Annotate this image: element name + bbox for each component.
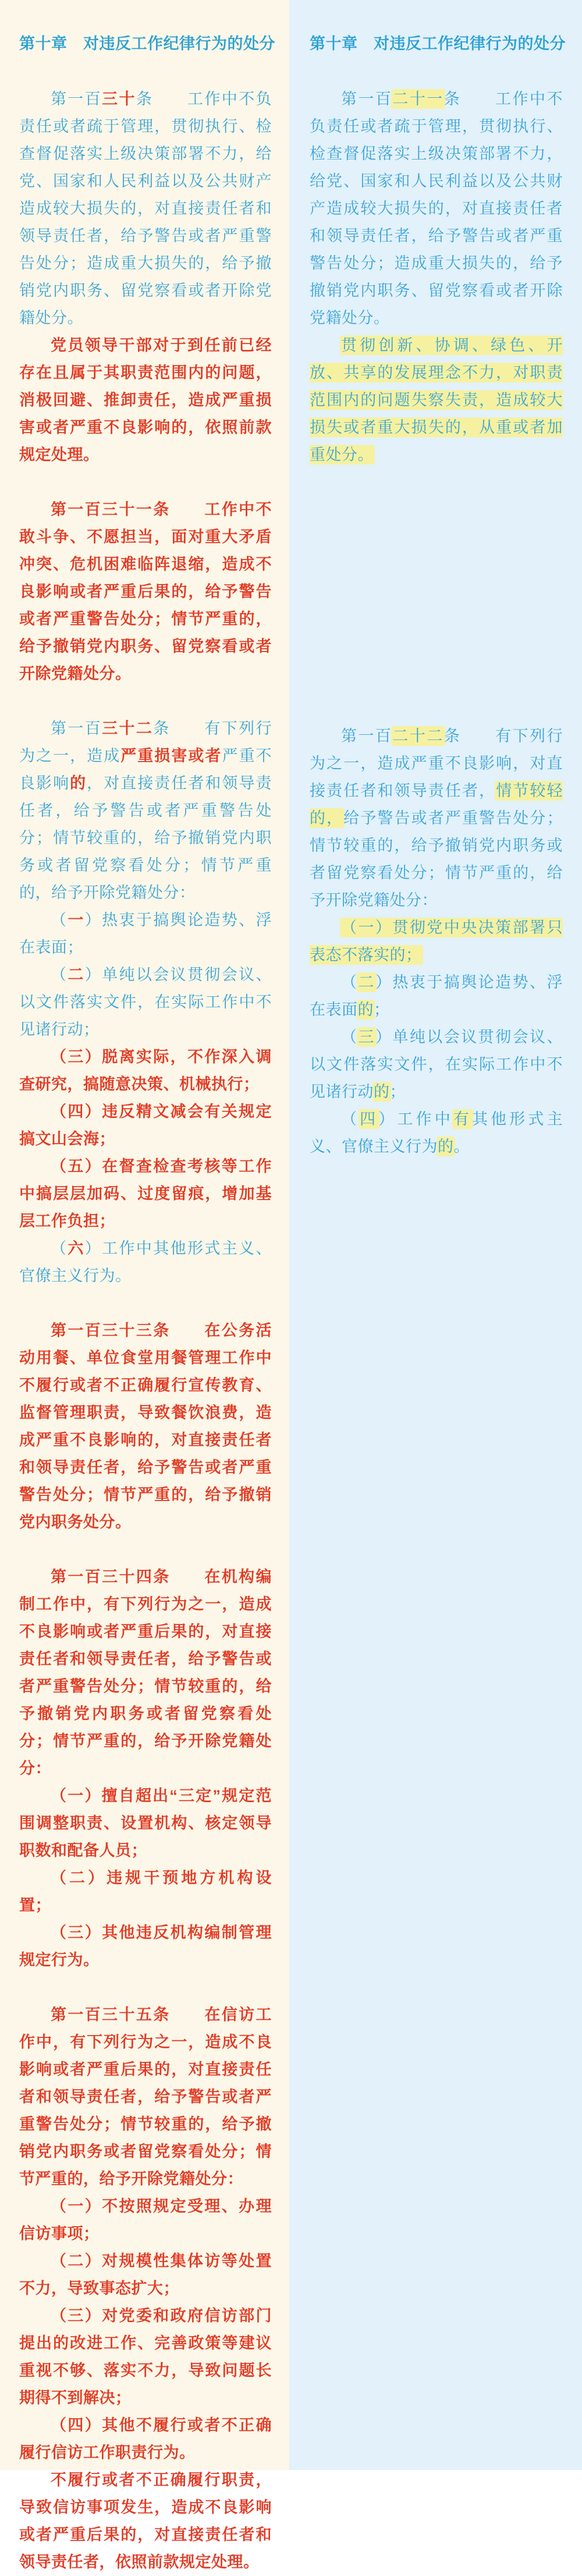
text-segment: （四）其他不履行或者不正确履行信访工作职责行为。 — [19, 2416, 272, 2461]
text-segment: ； — [374, 1001, 390, 1018]
paragraph — [19, 715, 272, 907]
paragraph — [310, 86, 563, 332]
text-segment: 情节较轻的， — [310, 782, 563, 827]
paragraph — [19, 1235, 272, 1290]
chapter-heading-right: 第十章 对违反工作纪律行为的处分 — [310, 35, 566, 52]
paragraph — [310, 332, 563, 469]
revised-text-body — [19, 86, 272, 2576]
text-segment: 二十一 — [392, 90, 444, 108]
text-segment: 严重损害或者 — [120, 747, 222, 765]
paragraph — [19, 2193, 272, 2248]
paragraph — [19, 496, 272, 688]
paragraph — [19, 907, 272, 961]
text-segment: 第一百 — [51, 90, 102, 108]
chapter-heading-left: 第十章 对违反工作纪律行为的处分 — [19, 35, 275, 52]
text-segment: 第一百 — [51, 720, 102, 737]
text-segment: 条 — [136, 90, 187, 108]
text-segment: （ — [51, 911, 68, 929]
paragraph — [19, 2302, 272, 2412]
text-segment: （ — [51, 966, 68, 983]
text-segment: ； — [389, 1083, 406, 1101]
paragraph — [19, 1043, 272, 1098]
text-segment: （二）违规干预地方机构设置； — [19, 1869, 272, 1914]
text-segment: 第一百 — [341, 727, 393, 745]
paragraph — [310, 723, 563, 914]
text-segment: （二）对规模性集体访等处置不力，导致事态扩大； — [19, 2252, 272, 2297]
text-segment: ）热衷于搞舆论造势、浮在表面； — [19, 911, 272, 956]
paragraph — [19, 2412, 272, 2467]
text-segment: 三 — [358, 1028, 375, 1046]
panel-revised-text — [0, 0, 289, 2571]
text-segment: 的 — [374, 1083, 390, 1101]
previous-text-body — [310, 86, 563, 1160]
text-segment: 的 — [357, 1001, 374, 1018]
text-segment: 二 — [358, 974, 375, 991]
paragraph — [19, 961, 272, 1043]
text-segment: （四）违反精文减会有关规定搞文山会海； — [19, 1103, 272, 1148]
text-segment: 的 — [70, 774, 87, 792]
text-segment: 四 — [360, 1110, 379, 1128]
text-segment: 贯彻创新、协调、绿色、开放、共享的发展理念不力，对职责范围内的问题失察失责，造成较大损失或者重大损失的，从重或者加重处分。 — [310, 337, 563, 463]
paragraph — [310, 969, 563, 1024]
text-segment: 的 — [438, 1138, 454, 1155]
text-segment: （ — [341, 974, 359, 991]
text-segment: 三十二 — [102, 720, 154, 737]
text-segment: 第一百三十三条 在公务活动用餐、单位食堂用餐管理工作中不履行或者不正确履行宣传教育、监督管理职责，导致餐饮浪费，造成严重不良影响的，对直接责任者和领导责任者，给予警告或者严重警告处分；情节严重的，给予撤销党内职务处分。 — [19, 1322, 272, 1531]
text-segment: （三）其他违反机构编制管理规定行为。 — [19, 1924, 272, 1969]
text-segment: 有 — [453, 1110, 472, 1128]
paragraph — [19, 1782, 272, 1864]
text-segment: 工作中不负责任或者疏于管理，贯彻执行、检查督促落实上级决策部署不力，给党、国家和人民利益以及公共财产造成较大损失的，对直接责任者和领导责任者，给予警告或者严重警告处分；造成重大损失的，给予撤销党内职务、留党察看或者开除党籍处分。 — [19, 90, 272, 327]
text-segment: 。 — [453, 1138, 470, 1155]
paragraph — [310, 914, 563, 969]
text-segment: 第一百三十一条 工作中不敢斗争、不愿担当，面对重大矛盾冲突、危机困难临阵退缩，造成不良影响或者严重后果的，给予警告或者严重警告处分；情节严重的，给予撤销党内职务、留党察看或者开除党籍处分。 — [19, 501, 272, 682]
text-segment: 不履行或者不正确履行职责，导致信访事项发生，造成不良影响或者严重后果的，对直接责任者和领导责任者，依照前款规定处理。 — [19, 2471, 272, 2571]
text-segment: ）单纯以会议贯彻会议、以文件落实文件，在实际工作中不见诸行动 — [310, 1028, 563, 1101]
text-segment: （一）贯彻党中央决策部署只表态不落实的； — [310, 919, 563, 964]
text-segment: ）热衷于搞舆论造势、浮在表面 — [310, 974, 563, 1018]
paragraph — [19, 2001, 272, 2193]
text-segment: ）工作中其他形式主义、官僚主义行为。 — [19, 1240, 272, 1285]
text-segment: （ — [341, 1110, 360, 1128]
text-segment: 条 有下列行为之一，造成严重不良影响，对直接责任者和领导责任者， — [310, 727, 563, 799]
text-segment: （ — [51, 1240, 68, 1257]
text-segment: 条 有下列行为之一，造成 — [19, 720, 272, 765]
paragraph — [310, 1024, 563, 1106]
text-segment: 一 — [68, 911, 85, 929]
paragraph — [19, 1563, 272, 1782]
paragraph — [19, 86, 272, 332]
text-segment: （一）不按照规定受理、办理信访事项； — [19, 2198, 272, 2242]
text-segment: 六 — [68, 1240, 85, 1257]
text-segment: 其他形式主义、官僚主义行为 — [310, 1110, 563, 1155]
text-segment: ）单纯以会议贯彻会议、以文件落实文件，在实际工作中不见诸行动； — [19, 966, 272, 1038]
text-segment: （ — [341, 1028, 359, 1046]
text-segment: 二 — [68, 966, 85, 983]
text-segment: （一）擅自超出“三定”规定范围调整职责、设置机构、核定领导职数和配备人员； — [19, 1787, 272, 1859]
paragraph — [19, 1153, 272, 1235]
text-segment: ）工作中 — [378, 1110, 453, 1128]
text-segment: （三）脱离实际，不作深入调查研究，搞随意决策、机械执行； — [19, 1048, 272, 1093]
paragraph — [19, 1919, 272, 1974]
text-segment: 严重不良影响 — [19, 747, 272, 792]
paragraph — [19, 1317, 272, 1536]
paragraph — [19, 332, 272, 469]
text-segment: 第一百三十五条 在信访工作中，有下列行为之一，造成不良影响或者严重后果的，对直接责任者和领导责任者，给予警告或者严重警告处分；情节较重的，给予撤销党内职务或者留党察看处分；情节严重的，给予开除党籍处分： — [19, 2006, 272, 2188]
text-segment: 给予警告或者严重警告处分；情节较重的，给予撤销党内职务或者留党察看处分；情节严重的，给予开除党籍处分： — [310, 809, 563, 909]
text-segment: 第一百三十四条 在机构编制工作中，有下列行为之一，造成不良影响或者严重后果的，对直接责任者和领导责任者，给予警告或者严重警告处分；情节较重的，给予撤销党内职务或者留党察看处分；情节严重的，给予开除党籍处分： — [19, 1568, 272, 1777]
text-segment: 党员领导干部对于到任前已经存在且属于其职责范围内的问题，消极回避、推卸责任，造成严重损害或者严重不良影响的，依照前款规定处理。 — [19, 337, 272, 463]
paragraph — [19, 2248, 272, 2302]
text-segment: 第一百 — [341, 90, 393, 108]
text-segment: 条 工作中不负责任或者疏于管理，贯彻执行、检查督促落实上级决策部署不力，给党、国家和人民利益以及公共财产造成较大损失的，对直接责任者和领导责任者，给予警告或者严重警告处分；造成重大损失的，给予撤销党内职务、留党察看或者开除党籍处分。 — [310, 90, 563, 327]
text-segment: （三）对党委和政府信访部门提出的改进工作、完善政策等建议重视不够、落实不力，导致问题长期得不到解决； — [19, 2307, 272, 2407]
text-segment: 三十 — [102, 90, 136, 108]
paragraph — [310, 1106, 563, 1160]
text-segment: 二十二 — [392, 727, 444, 745]
paragraph — [19, 1864, 272, 1919]
panel-previous-text — [289, 0, 582, 2470]
text-segment: （五）在督查检查考核等工作中搞层层加码、过度留痕，增加基层工作负担； — [19, 1158, 272, 1230]
paragraph — [19, 1098, 272, 1153]
text-segment: ，对直接责任者和领导责任者，给予警告或者严重警告处分；情节较重的，给予撤销党内职务或者留党察看处分；情节严重的，给予开除党籍处分： — [19, 774, 272, 901]
paragraph — [19, 2467, 272, 2576]
